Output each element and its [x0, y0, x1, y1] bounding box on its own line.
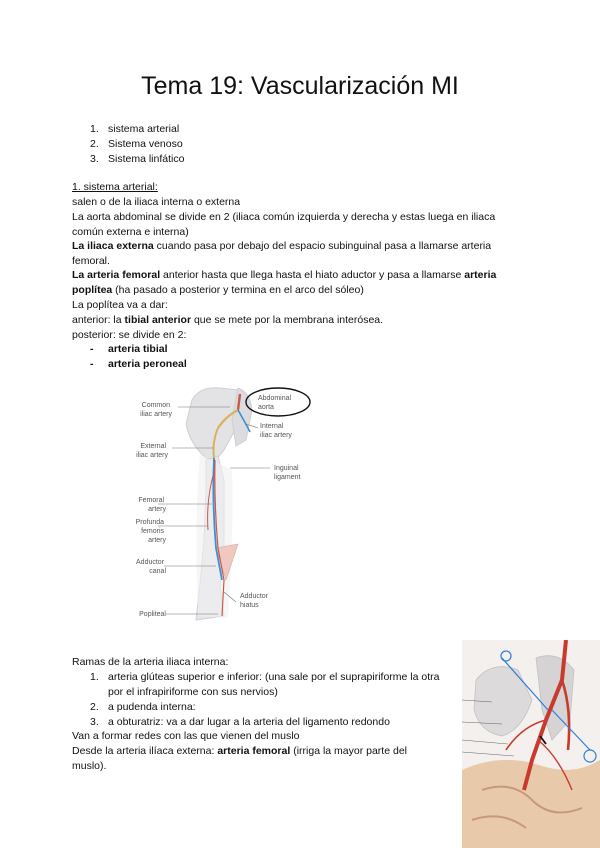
list-item: 1. sistema arterial — [90, 123, 180, 135]
text-line: común externa e interna) — [72, 226, 189, 238]
text-line: femoral. — [72, 255, 110, 267]
label-adductor-hiatus: Adductor hiatus — [240, 593, 269, 609]
label-common-iliac: Common iliac artery — [140, 402, 172, 418]
section-heading: 1. sistema arterial: — [72, 181, 158, 193]
text-line: poplítea (ha pasado a posterior y termina en el arco del sóleo) — [72, 284, 364, 296]
system-list — [90, 122, 184, 167]
text-line: Ramas de la arteria iliaca interna: — [72, 656, 229, 668]
text-line: por el infrapiriforme con sus nervios) — [108, 686, 278, 698]
pelvis-artery-figure — [462, 640, 600, 848]
label-popliteal: Popliteal — [139, 611, 166, 618]
text-line: La aorta abdominal se divide en 2 (iliaca común izquierda y derecha y estas luega en iliaca — [72, 211, 496, 223]
list-item: 3. a obturatriz: va a dar lugar a la arteria del ligamento redondo — [90, 716, 390, 728]
text-line: Desde la arteria ilíaca externa: arteria femoral (irriga la mayor parte del — [72, 745, 407, 757]
text-line: salen o de la iliaca interna o externa — [72, 196, 241, 208]
lower-limb-artery-figure — [120, 380, 336, 626]
paragraph-arteria-femoral: La arteria femoral anterior hasta que llega hasta el hiato aductor y pasa a llamarse arteria — [72, 269, 497, 281]
label-inguinal-ligament: Inguinal ligament — [274, 465, 301, 481]
page-title: Tema 19: Vascularización MI — [141, 72, 459, 100]
list-item: 2. a pudenda interna: — [90, 701, 196, 713]
paragraph-iliaca-externa: La iliaca externa cuando pasa por debajo del espacio subinguinal pasa a llamarse arteria — [72, 240, 492, 252]
lower-muscle — [462, 760, 600, 848]
label-adductor-canal: Adductor canal — [136, 559, 166, 575]
aorta-highlight-ring — [246, 388, 310, 416]
label-abdominal-aorta: Abdominal aorta — [258, 395, 292, 411]
list-item: 1. arteria glúteas superior e inferior: (una sale por el suprapiriforme la otra — [90, 671, 440, 683]
label-internal-iliac: Internal iliac artery — [260, 423, 292, 439]
ramas-section — [72, 655, 462, 670]
list-item: 2. Sistema venoso — [90, 138, 183, 150]
label-external-iliac: External iliac artery — [136, 443, 168, 459]
label-femoral-artery: Femoral artery — [138, 497, 166, 513]
text-line: posterior: se divide en 2: — [72, 329, 187, 341]
text-line: muslo). — [72, 760, 107, 772]
sub-item-peroneal: - arteria peroneal — [90, 358, 187, 370]
list-item: 3. Sistema linfático — [90, 153, 185, 165]
text-line: anterior: la tibial anterior que se mete por la membrana interósea. — [72, 314, 384, 326]
text-line: La poplítea va a dar: — [72, 299, 168, 311]
sub-item-tibial: - arteria tibial — [90, 343, 168, 355]
text-line: Van a formar redes con las que vienen del muslo — [72, 730, 300, 742]
label-profunda: Profunda femoris artery — [135, 519, 166, 544]
